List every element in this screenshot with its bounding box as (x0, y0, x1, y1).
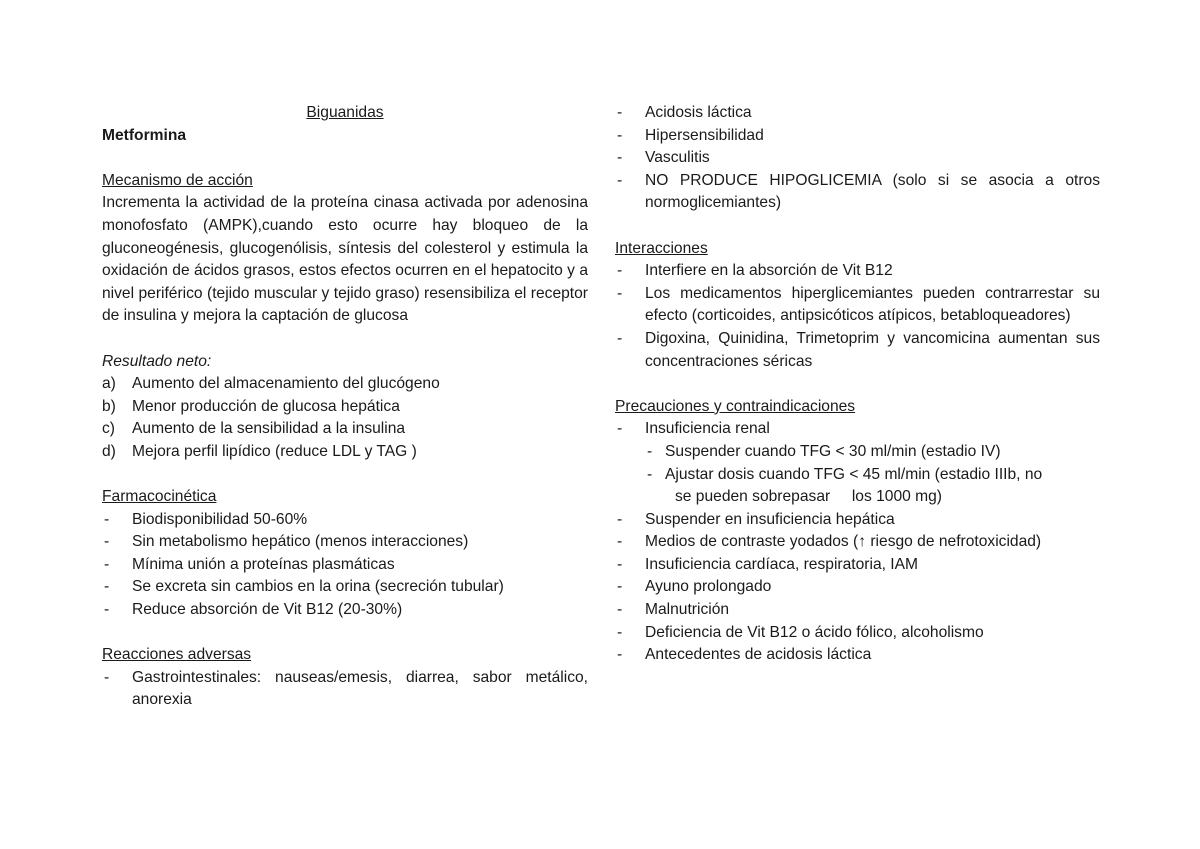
class-title: Biguanidas (306, 104, 384, 121)
sub-list-item: - Suspender cuando TFG < 30 ml/min (estadio IV) (615, 441, 1100, 464)
left-column (102, 102, 588, 712)
list-item: c) Aumento de la sensibilidad a la insulina (102, 420, 406, 438)
list-item: - Antecedentes de acidosis láctica (615, 644, 1100, 667)
list-item: d) Mejora perfil lipídico (reduce LDL y TAG ) (102, 442, 417, 460)
net-result-list (102, 373, 588, 463)
net-result-heading: Resultado neto: (102, 352, 212, 370)
list-item: - Medios de contraste yodados (↑ riesgo de nefrotoxicidad) (615, 531, 1100, 554)
renal-sublist (615, 441, 1100, 486)
precautions-heading: Precauciones y contraindicaciones (615, 397, 856, 415)
list-item: - Sin metabolismo hepático (menos interacciones) (102, 531, 588, 554)
list-item: - Digoxina, Quinidina, Trimetoprim y vancomicina aumentan sus concentraciones séricas (615, 328, 1100, 373)
list-item: - Insuficiencia cardíaca, respiratoria, IAM (615, 554, 1100, 577)
pharmacokinetics-heading: Farmacocinética (102, 488, 217, 506)
list-item: - Hipersensibilidad (615, 125, 1100, 148)
list-item: a) Aumento del almacenamiento del glucógeno (102, 375, 440, 393)
list-item: - Se excreta sin cambios en la orina (secreción tubular) (102, 576, 588, 599)
mechanism-heading: Mecanismo de acción (102, 171, 253, 189)
interactions-heading: Interacciones (615, 239, 708, 257)
list-item: - Suspender en insuficiencia hepática (615, 509, 1100, 532)
list-item: b) Menor producción de glucosa hepática (102, 397, 400, 415)
list-item: - Gastrointestinales: nauseas/emesis, diarrea, sabor metálico, anorexia (102, 667, 588, 712)
precautions-list (615, 418, 1100, 667)
list-item: - Los medicamentos hiperglicemiantes pueden contrarrestar su efecto (corticoides, antipsicóticos atípicos, betabloqueadores) (615, 283, 1100, 328)
mechanism-text: Incrementa la actividad de la proteína cinasa activada por adenosina monofosfato (AMPK),cuando esto ocurre hay bloqueo de la gluconeogénesis, glucogenólisis, síntesis del colesterol y estimula la oxidación de ácidos grasos, estos efectos ocurren en el hepatocito y a nivel periférico (tejido muscular y tejido graso) resensibiliza el receptor de insulina y mejora la captación de glucosa (102, 194, 588, 325)
list-item: - Vasculitis (615, 147, 1100, 170)
list-item: - Acidosis láctica (615, 102, 1100, 125)
list-item: - Deficiencia de Vit B12 o ácido fólico, alcoholismo (615, 622, 1100, 645)
renal-label: Insuficiencia renal (645, 420, 770, 438)
list-item: - Mínima unión a proteínas plasmáticas (102, 554, 588, 577)
pharmacokinetics-list (102, 509, 588, 622)
list-item: - Ayuno prolongado (615, 576, 1100, 599)
renal-sub-continuation: se pueden sobrepasar los 1000 mg) (675, 488, 942, 506)
list-item: - Reduce absorción de Vit B12 (20-30%) (102, 599, 588, 622)
interactions-list (615, 260, 1100, 373)
adverse-list (102, 667, 588, 712)
sub-list-item: - Ajustar dosis cuando TFG < 45 ml/min (estadio IIIb, no (615, 464, 1100, 487)
adverse-heading: Reacciones adversas (102, 646, 252, 664)
drug-name: Metformina (102, 126, 187, 144)
list-item: - Interfiere en la absorción de Vit B12 (615, 260, 1100, 283)
adverse-list-continued (615, 102, 1100, 215)
list-item: - Biodisponibilidad 50-60% (102, 509, 588, 532)
list-item (615, 418, 1100, 508)
list-item: - NO PRODUCE HIPOGLICEMIA (solo si se asocia a otros normoglicemiantes) (615, 170, 1100, 215)
right-column (615, 102, 1100, 667)
list-item: - Malnutrición (615, 599, 1100, 622)
